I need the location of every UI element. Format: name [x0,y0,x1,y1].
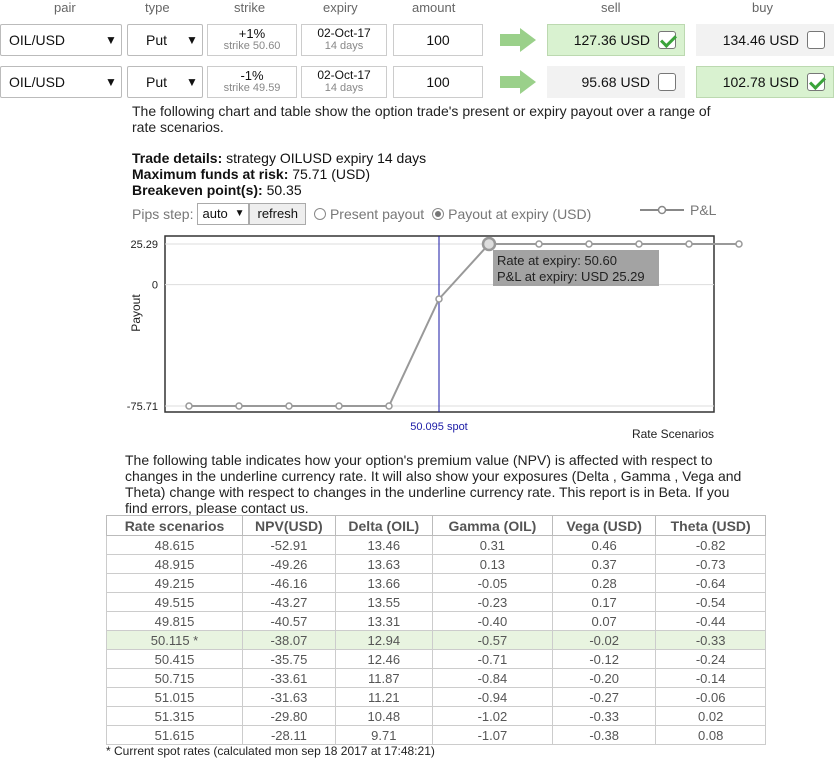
table-row [107,612,766,631]
pips-label: Pips step: [132,206,194,222]
strike-percent: -1% [240,68,264,83]
table-cell: -0.44 [656,612,766,631]
table-cell: 51.015 [107,688,243,707]
sell-price: 95.68 USD [581,74,650,90]
type-select[interactable] [127,24,203,56]
data-point[interactable] [483,238,495,250]
y-tick-label: 25.29 [130,239,158,251]
table-cell: -0.71 [432,650,552,669]
header-pair: pair [54,0,76,15]
buy-price: 102.78 USD [722,74,799,90]
expiry-payout-radio[interactable] [432,208,444,220]
table-cell: 9.71 [335,726,432,745]
buy-price-button[interactable] [696,24,834,56]
table-cell: -0.24 [656,650,766,669]
buy-price-button[interactable] [696,66,834,98]
explanation-text: The following table indicates how your option's premium value (NPV) is affected with respect to changes in the underline currency rate. It will also show your exposures (Delta , Gamma , Vega and Theta) change with respect to changes in the underline currency rate. This report is in Beta. If you find errors, please contact us. [125,452,742,516]
strike-field[interactable] [207,66,297,98]
arrow-right-icon [500,28,536,52]
table-cell: -28.11 [242,726,335,745]
table-row [107,593,766,612]
table-cell: 0.17 [552,593,655,612]
table-cell: -0.73 [656,555,766,574]
dropdown-arrow-icon: ▼ [186,75,198,89]
column-header: Theta (USD) [656,516,766,536]
table-cell: 11.21 [335,688,432,707]
table-cell: 0.02 [656,707,766,726]
data-point[interactable] [436,296,442,302]
table-cell: 51.315 [107,707,243,726]
table-cell: -0.82 [656,536,766,555]
table-cell: -0.12 [552,650,655,669]
column-header: NPV(USD) [242,516,335,536]
data-point[interactable] [336,403,342,409]
expiry-days: 14 days [324,40,364,52]
data-point[interactable] [586,241,592,247]
buy-checkbox[interactable] [807,73,825,91]
data-point[interactable] [636,241,642,247]
expiry-field[interactable] [301,24,387,56]
table-cell: -0.27 [552,688,655,707]
table-cell: -46.16 [242,574,335,593]
amount-input[interactable]: 100 [393,24,483,56]
pair-select[interactable] [0,24,122,56]
table-cell: 48.915 [107,555,243,574]
buy-price: 134.46 USD [722,32,799,48]
present-payout-radio[interactable] [314,208,326,220]
risk-label: Maximum funds at risk: [132,166,289,182]
y-tick-label: 0 [151,279,158,292]
data-point[interactable] [186,403,192,409]
x-axis-label: Rate Scenarios [631,427,714,441]
header-buy: buy [752,0,773,15]
table-cell: -0.94 [432,688,552,707]
column-header: Delta (OIL) [335,516,432,536]
dropdown-arrow-icon: ▼ [234,208,245,219]
strike-value: strike 49.59 [223,82,281,94]
table-cell: -0.20 [552,669,655,688]
strike-percent: +1% [238,26,266,41]
table-cell: 0.37 [552,555,655,574]
table-cell: -29.80 [242,707,335,726]
dropdown-arrow-icon: ▼ [105,33,117,47]
table-cell: -0.02 [552,631,655,650]
sell-checkbox[interactable] [658,31,676,49]
table-cell: 50.415 [107,650,243,669]
data-point[interactable] [386,403,392,409]
pair-value: OIL/USD [9,32,66,48]
intro-text: The following chart and table show the option trade's present or expiry payout over a range of rate scenarios. [132,103,711,135]
column-header: Rate scenarios [107,516,243,536]
tooltip-pnl: P&L at expiry: USD 25.29 [497,269,645,284]
table-cell: 0.46 [552,536,655,555]
table-cell: -0.64 [656,574,766,593]
breakeven-label: Breakeven point(s): [132,182,263,198]
strike-field[interactable] [207,24,297,56]
npv-table [106,515,766,745]
table-row [107,688,766,707]
chart-tooltip [493,250,659,286]
expiry-field[interactable] [301,66,387,98]
expiry-days: 14 days [324,82,364,94]
table-row [107,536,766,555]
table-cell: 12.94 [335,631,432,650]
table-cell: 49.515 [107,593,243,612]
table-cell: 50.115 * [107,631,243,650]
table-cell: -0.33 [656,631,766,650]
table-cell: -0.40 [432,612,552,631]
table-cell: 49.815 [107,612,243,631]
table-cell: 48.615 [107,536,243,555]
table-cell: -0.14 [656,669,766,688]
data-point[interactable] [236,403,242,409]
table-cell: -40.57 [242,612,335,631]
table-row [107,726,766,745]
type-select[interactable] [127,66,203,98]
present-payout-label: Present payout [329,206,425,222]
table-cell: -0.06 [656,688,766,707]
table-cell: -33.61 [242,669,335,688]
y-tick-label: -75.71 [126,401,158,413]
chart-legend [640,202,716,218]
dropdown-arrow-icon: ▼ [105,75,117,89]
table-cell: 13.46 [335,536,432,555]
data-point[interactable] [736,241,742,247]
table-cell: -49.26 [242,555,335,574]
table-cell: 0.08 [656,726,766,745]
refresh-button[interactable]: refresh [249,203,305,225]
trade-value: strategy OILUSD expiry 14 days [222,150,427,166]
spot-label: 50.095 spot [410,421,468,433]
pips-value: auto [202,206,228,221]
table-cell: 11.87 [335,669,432,688]
data-point[interactable] [536,241,542,247]
table-cell: 12.46 [335,650,432,669]
header-type: type [145,0,170,15]
buy-checkbox[interactable] [807,31,825,49]
table-row [107,574,766,593]
trade-details [132,150,426,198]
table-row [107,631,766,650]
table-row [107,555,766,574]
footnote: * Current spot rates (calculated mon sep 18 2017 at 17:48:21) [106,744,435,758]
table-cell: 0.07 [552,612,655,631]
tooltip-rate: Rate at expiry: 50.60 [497,253,617,268]
table-row [107,650,766,669]
table-cell: 51.615 [107,726,243,745]
table-cell: -0.84 [432,669,552,688]
table-cell: -52.91 [242,536,335,555]
table-cell: 0.31 [432,536,552,555]
table-cell: 13.63 [335,555,432,574]
y-axis-label: Payout [129,294,143,332]
header-sell: sell [601,0,621,15]
table-cell: -38.07 [242,631,335,650]
column-header: Vega (USD) [552,516,655,536]
table-cell: 10.48 [335,707,432,726]
pair-select[interactable] [0,66,122,98]
column-header: Gamma (OIL) [432,516,552,536]
table-cell: -1.02 [432,707,552,726]
table-cell: 0.28 [552,574,655,593]
table-cell: -0.38 [552,726,655,745]
trade-label: Trade details: [132,150,223,166]
sell-price: 127.36 USD [573,32,650,48]
table-cell: -1.07 [432,726,552,745]
table-cell: 13.31 [335,612,432,631]
breakeven-value: 50.35 [262,182,302,198]
table-cell: -35.75 [242,650,335,669]
table-row [107,707,766,726]
header-strike: strike [234,0,266,15]
table-cell: -31.63 [242,688,335,707]
table-cell: 0.13 [432,555,552,574]
legend-label: P&L [690,202,717,218]
table-cell: 13.66 [335,574,432,593]
table-cell: -0.33 [552,707,655,726]
risk-value: 75.71 (USD) [288,166,371,182]
type-value: Put [146,74,168,90]
legend-line-icon [640,204,684,216]
sell-checkbox[interactable] [658,73,676,91]
expiry-date: 02-Oct-17 [317,26,371,40]
chart-controls [132,203,591,225]
type-value: Put [146,32,168,48]
table-cell: -0.57 [432,631,552,650]
data-point[interactable] [286,403,292,409]
table-cell: -0.54 [656,593,766,612]
table-cell: 13.55 [335,593,432,612]
header-expiry: expiry [323,0,358,15]
table-cell: -43.27 [242,593,335,612]
data-point[interactable] [686,241,692,247]
sell-price-button[interactable] [547,24,685,56]
pair-value: OIL/USD [9,74,66,90]
header-amount: amount [412,0,456,15]
table-cell: 49.215 [107,574,243,593]
table-cell: 50.715 [107,669,243,688]
table-cell: -0.23 [432,593,552,612]
amount-input[interactable]: 100 [393,66,483,98]
expiry-date: 02-Oct-17 [317,68,371,82]
arrow-right-icon [500,70,536,94]
table-cell: -0.05 [432,574,552,593]
strike-value: strike 50.60 [223,40,281,52]
table-row [107,669,766,688]
pips-step-select[interactable] [197,203,249,225]
payout-chart [0,225,838,445]
dropdown-arrow-icon: ▼ [186,33,198,47]
sell-price-button[interactable] [547,66,685,98]
expiry-payout-label: Payout at expiry (USD) [448,206,592,222]
